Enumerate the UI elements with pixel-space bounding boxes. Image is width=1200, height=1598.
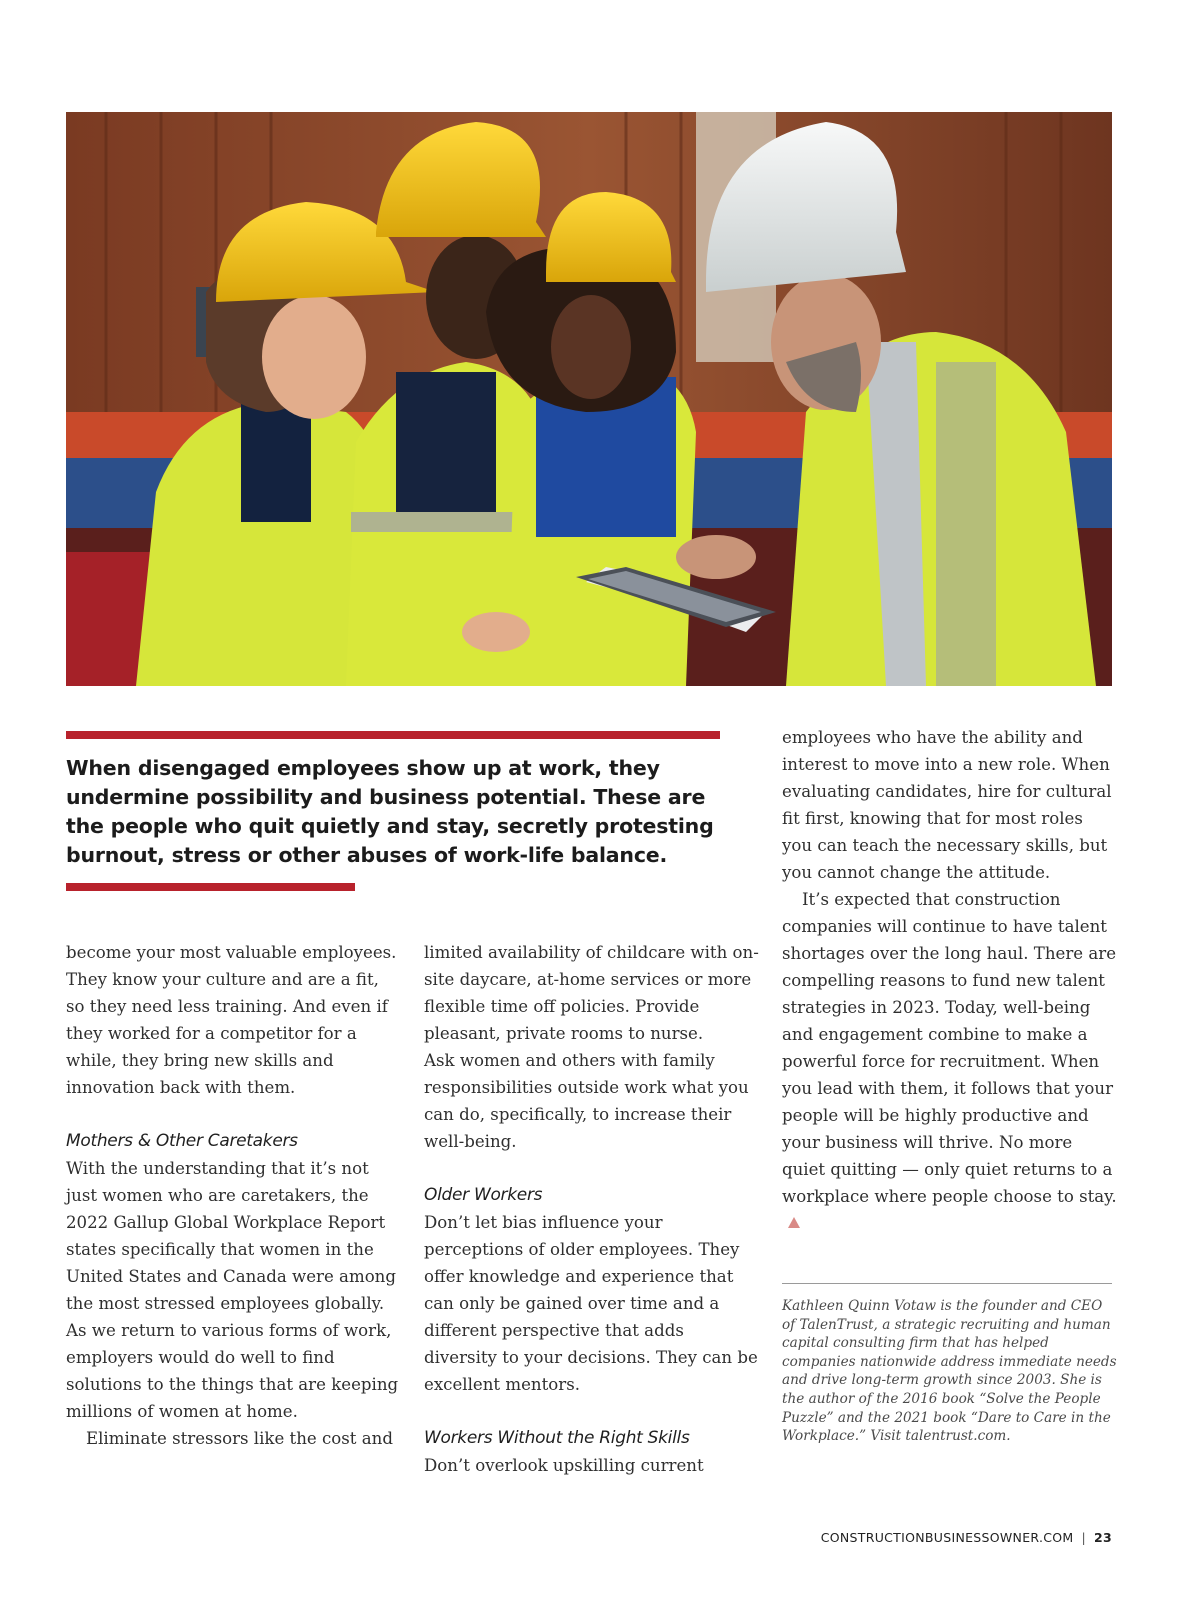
column3-paragraph xyxy=(782,886,1117,1237)
column1-paragraph: With the understanding that it’s not just women who are caretakers, the 2022 Gallup Global Workplace Report states specifically that women in the United States and Canada were among the most stressed employees globally. xyxy=(66,1159,396,1313)
column1-paragraph: Eliminate stressors like the cost and xyxy=(86,1429,393,1448)
bio-divider xyxy=(782,1283,1112,1284)
page-footer xyxy=(821,1530,1112,1545)
pull-quote-bottom-rule xyxy=(66,883,355,891)
article-column-3 xyxy=(782,724,1117,1237)
column1-paragraph: become your most valuable employees. They know your culture and are a fit, so they need less training. And even if they worked for a competitor for a while, they bring new skills and innovation back with them. xyxy=(66,943,397,1097)
section-heading-older-workers: Older Workers xyxy=(424,1185,543,1205)
author-bio: Kathleen Quinn Votaw is the founder and CEO of TalenTrust, a strategic recruiting and human capital consulting firm that has helped companies nationwide address immediate needs and drive long-term growth since 2003. She is the author of the 2016 book “Solve the People Puzzle” and the 2021 book “Dare to Care in the Workplace.” Visit talentrust.com. xyxy=(782,1298,1117,1445)
pull-quote: When disengaged employees show up at work, they undermine possibility and business potential. These are the people who quit quietly and stay, secretly protesting burnout, stress or other abuses of work-life balance. xyxy=(66,756,714,867)
section-heading-mothers-caretakers: Mothers & Other Caretakers xyxy=(66,1131,298,1151)
column3-closing-text: It’s expected that construction companies will continue to have talent shortages over the long haul. There are compelling reasons to fund new talent strategies in 2023. Today, well-being and engagement combine to make a powerful force for recruitment. When you lead with them, it follows that your people will be highly productive and your business will thrive. No more quiet quitting — only quiet returns to a workplace where people choose to stay. xyxy=(782,890,1117,1206)
footer-separator: | xyxy=(1081,1530,1086,1545)
construction-workers-illustration xyxy=(66,112,1112,686)
end-of-article-triangle-icon xyxy=(788,1217,800,1228)
column2-paragraph: limited availability of childcare with on-site daycare, at-home services or more flexible time off policies. Provide pleasant, private rooms to nurse. xyxy=(424,943,759,1043)
article-column-1 xyxy=(66,939,401,1452)
hero-photo xyxy=(66,112,1112,686)
column2-paragraph: Ask women and others with family responsibilities outside work what you can do, specifically, to increase their well-being. xyxy=(424,1051,749,1151)
column3-paragraph: employees who have the ability and interest to move into a new role. When evaluating candidates, hire for cultural fit first, knowing that for most roles you can teach the necessary skills, but you cannot change the attitude. xyxy=(782,728,1112,882)
footer-website: CONSTRUCTIONBUSINESSOWNER.COM xyxy=(820,1530,1074,1545)
pull-quote-top-rule xyxy=(66,731,720,739)
column2-paragraph: Don’t let bias influence your perceptions of older employees. They offer knowledge and experience that can only be gained over time and a different perspective that adds diversity to your decisions. They can be excellent mentors. xyxy=(424,1213,758,1394)
article-column-2 xyxy=(424,939,760,1479)
page-number: 23 xyxy=(1094,1530,1112,1545)
section-heading-workers-without-skills: Workers Without the Right Skills xyxy=(424,1428,690,1448)
column2-paragraph: Don’t overlook upskilling current xyxy=(424,1456,704,1475)
column1-paragraph: As we return to various forms of work, employers would do well to find solutions to the things that are keeping millions of women at home. xyxy=(66,1321,399,1421)
